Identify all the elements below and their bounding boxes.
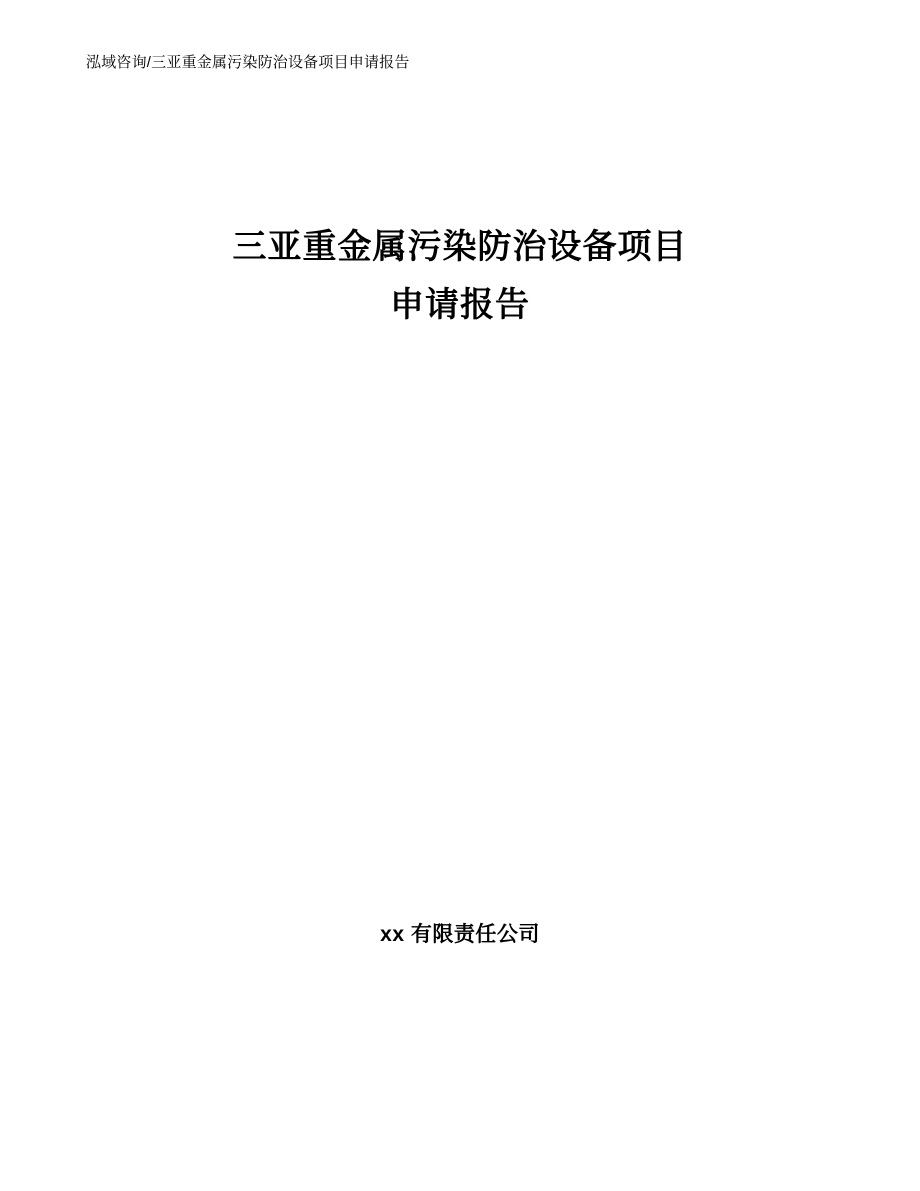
- page-title-line-1: 三亚重金属污染防治设备项目: [232, 228, 688, 266]
- page-title-line-2: 申请报告: [390, 286, 530, 325]
- document-header-line: 泓域咨询/三亚重金属污染防治设备项目申请报告: [86, 54, 410, 71]
- company-block: [86, 918, 834, 948]
- company-name: xx 有限责任公司: [380, 923, 540, 946]
- document-title: [86, 218, 834, 335]
